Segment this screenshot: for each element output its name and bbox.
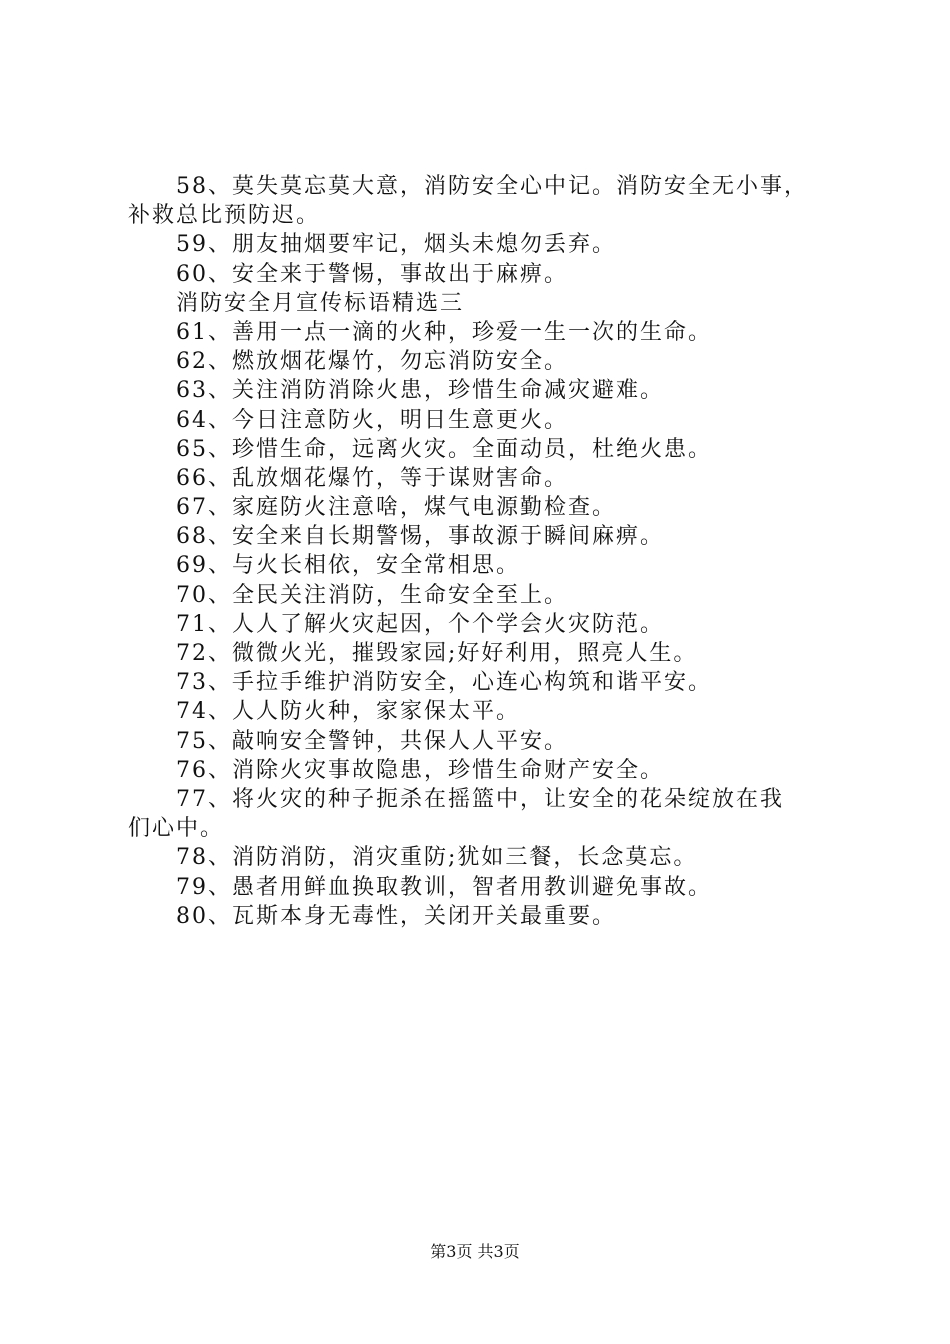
text-line: 58、莫失莫忘莫大意，消防安全心中记。消防安全无小事， [176,174,808,199]
text-line: 76、消除火灾事故隐患，珍惜生命财产安全。 [176,757,664,783]
text-line: 60、安全来于警惕，事故出于麻痹。 [176,261,568,287]
text-line: 79、愚者用鲜血换取教训，智者用教训避免事故。 [176,874,712,900]
text-line: 75、敲响安全警钟，共保人人平安。 [176,728,568,754]
text-line: 64、今日注意防火，明日生意更火。 [176,407,568,433]
text-line: 们心中。 [128,816,225,842]
text-line: 80、瓦斯本身无毒性，关闭开关最重要。 [176,903,616,929]
text-line: 59、朋友抽烟要牢记，烟头未熄勿丢弃。 [176,232,616,258]
text-line: 74、人人防火种，家家保太平。 [176,699,520,725]
text-line: 61、善用一点一滴的火种，珍爱一生一次的生命。 [176,319,712,345]
text-line: 78、消防消防，消灾重防;犹如三餐，长念莫忘。 [176,845,698,871]
text-line: 67、家庭防火注意啥，煤气电源勤检查。 [176,495,616,521]
text-line: 65、珍惜生命，远离火灾。全面动员，杜绝火患。 [176,436,712,462]
text-line: 68、安全来自长期警惕，事故源于瞬间麻痹。 [176,524,664,550]
text-line: 69、与火长相依，安全常相思。 [176,553,520,579]
text-line: 72、微微火光，摧毁家园;好好利用，照亮人生。 [176,641,698,666]
page-number-label: 第3页 共3页 [430,1242,520,1261]
text-line: 63、关注消防消除火患，珍惜生命减灾避难。 [176,378,664,404]
document-body [128,172,848,931]
text-line: 71、人人了解火灾起因，个个学会火灾防范。 [176,611,664,637]
page-footer [0,1241,950,1263]
text-line: 消防安全月宣传标语精选三 [176,290,465,316]
text-line: 73、手拉手维护消防安全，心连心构筑和谐平安。 [176,670,712,696]
text-line: 62、燃放烟花爆竹，勿忘消防安全。 [176,349,568,375]
text-line: 补救总比预防迟。 [128,203,321,229]
text-line: 70、全民关注消防，生命安全至上。 [176,582,568,608]
text-line: 66、乱放烟花爆竹，等于谋财害命。 [176,465,568,491]
text-line: 77、将火灾的种子扼杀在摇篮中，让安全的花朵绽放在我 [176,786,784,812]
